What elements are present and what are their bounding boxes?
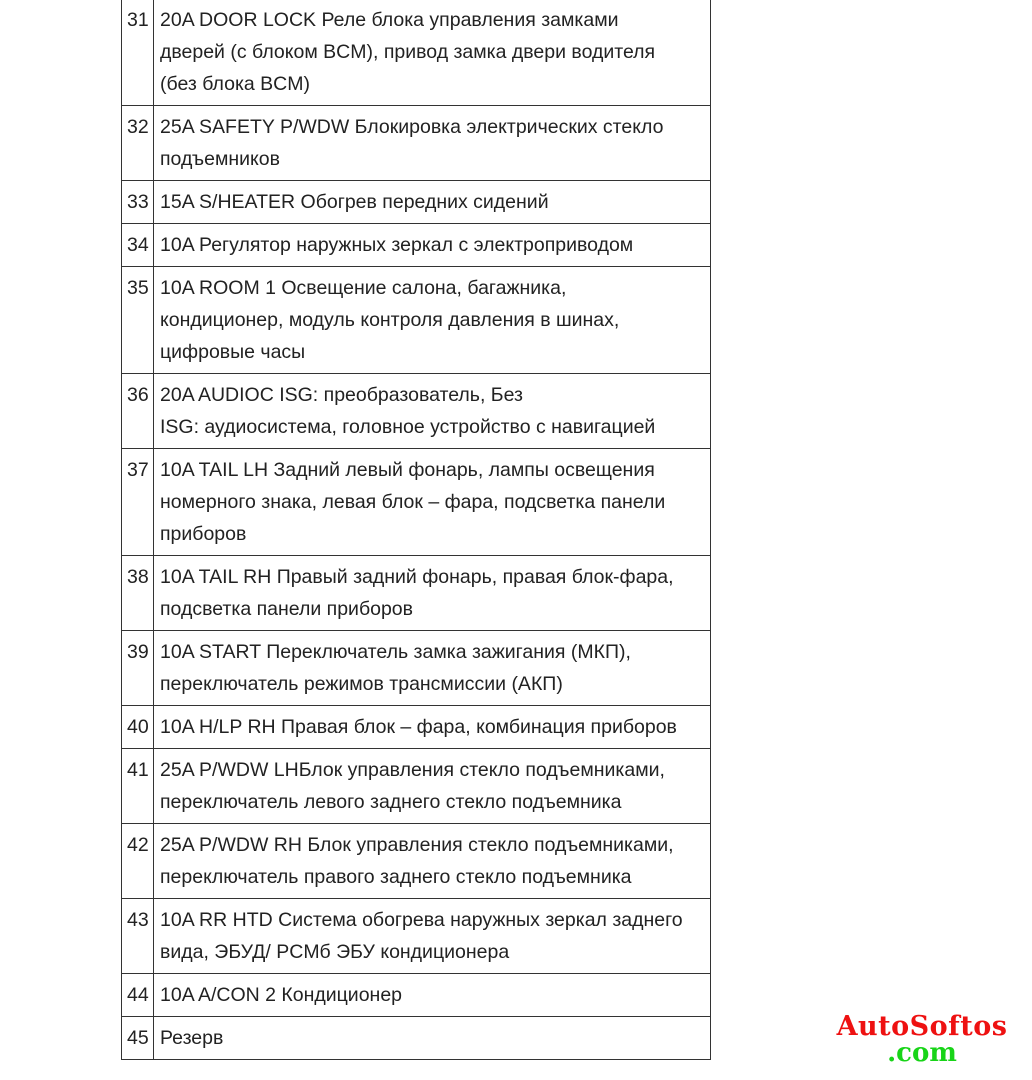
fuse-number: 33 — [122, 181, 154, 224]
fuse-description-line: 10A A/CON 2 Кондиционер — [160, 984, 403, 1006]
fuse-description-line: дверей (с блоком BCM), привод замка двери водителя — [160, 41, 656, 63]
fuse-description-line: 10A RR HTD Система обогрева наружных зеркал заднего — [160, 909, 683, 931]
fuse-table-body — [122, 0, 711, 1060]
fuse-description-line: (без блока BCM) — [160, 73, 311, 95]
fuse-description — [154, 267, 711, 374]
table-row — [122, 899, 711, 974]
fuse-description-line: вида, ЭБУД/ PCMб ЭБУ кондиционера — [160, 941, 510, 963]
fuse-description — [154, 449, 711, 556]
table-row — [122, 181, 711, 224]
fuse-description-line: 25A P/WDW RH Блок управления стекло подъемниками, — [160, 834, 674, 856]
fuse-description — [154, 631, 711, 706]
fuse-description — [154, 1017, 711, 1060]
table-row — [122, 449, 711, 556]
fuse-number: 37 — [122, 449, 154, 556]
fuse-description-line: 10A TAIL RH Правый задний фонарь, правая блок-фара, — [160, 566, 674, 588]
fuse-table — [121, 0, 711, 1060]
fuse-description-line: подъемников — [160, 148, 280, 170]
table-row — [122, 974, 711, 1017]
fuse-number: 35 — [122, 267, 154, 374]
fuse-number: 39 — [122, 631, 154, 706]
fuse-number: 42 — [122, 824, 154, 899]
table-row — [122, 374, 711, 449]
table-row — [122, 1017, 711, 1060]
fuse-description-line: переключатель режимов трансмиссии (АКП) — [160, 673, 563, 695]
fuse-description — [154, 749, 711, 824]
table-row — [122, 706, 711, 749]
watermark-domain: .com — [887, 1038, 957, 1068]
fuse-number: 45 — [122, 1017, 154, 1060]
fuse-description — [154, 974, 711, 1017]
fuse-number: 32 — [122, 106, 154, 181]
table-row — [122, 106, 711, 181]
table-row — [122, 556, 711, 631]
fuse-description — [154, 824, 711, 899]
fuse-description-line: Резерв — [160, 1027, 224, 1049]
table-row — [122, 267, 711, 374]
fuse-number: 38 — [122, 556, 154, 631]
table-row — [122, 224, 711, 267]
table-row — [122, 824, 711, 899]
fuse-description-line: 20A DOOR LOCK Реле блока управления замками — [160, 9, 619, 31]
fuse-number: 36 — [122, 374, 154, 449]
fuse-description-line: цифровые часы — [160, 341, 306, 363]
fuse-description-line: приборов — [160, 523, 247, 545]
fuse-number: 34 — [122, 224, 154, 267]
fuse-description-line: кондиционер, модуль контроля давления в шинах, — [160, 309, 620, 331]
fuse-description-line: 10A TAIL LH Задний левый фонарь, лампы освещения — [160, 459, 655, 481]
fuse-number: 44 — [122, 974, 154, 1017]
fuse-description-line: 20A AUDIOC ISG: преобразователь, Без — [160, 384, 523, 406]
watermark-logo — [828, 1013, 1016, 1067]
fuse-description-line: номерного знака, левая блок – фара, подсветка панели — [160, 491, 666, 513]
fuse-description-line: 10A H/LP RH Правая блок – фара, комбинация приборов — [160, 716, 677, 738]
fuse-description — [154, 556, 711, 631]
table-row — [122, 749, 711, 824]
fuse-description — [154, 224, 711, 267]
fuse-description — [154, 0, 711, 106]
fuse-description-line: ISG: аудиосистема, головное устройство с навигацией — [160, 416, 656, 438]
fuse-description-line: 25A P/WDW LHБлок управления стекло подъемниками, — [160, 759, 665, 781]
fuse-description — [154, 106, 711, 181]
fuse-description — [154, 899, 711, 974]
table-row — [122, 0, 711, 106]
fuse-number: 40 — [122, 706, 154, 749]
fuse-description — [154, 374, 711, 449]
fuse-description — [154, 706, 711, 749]
fuse-description — [154, 181, 711, 224]
fuse-description-line: 25A SAFETY P/WDW Блокировка электрических стекло — [160, 116, 664, 138]
fuse-description-line: 10A Регулятор наружных зеркал с электроприводом — [160, 234, 634, 256]
table-row — [122, 631, 711, 706]
fuse-description-line: 10A ROOM 1 Освещение салона, багажника, — [160, 277, 567, 299]
fuse-description-line: подсветка панели приборов — [160, 598, 414, 620]
fuse-description-line: переключатель левого заднего стекло подъемника — [160, 791, 622, 813]
fuse-description-line: переключатель правого заднего стекло подъемника — [160, 866, 632, 888]
fuse-number: 43 — [122, 899, 154, 974]
fuse-description-line: 15A S/HEATER Обогрев передних сидений — [160, 191, 549, 213]
fuse-number: 41 — [122, 749, 154, 824]
fuse-description-line: 10A START Переключатель замка зажигания (МКП), — [160, 641, 631, 663]
fuse-number: 31 — [122, 0, 154, 106]
watermark-brand: AutoSoftos — [836, 1011, 1008, 1042]
